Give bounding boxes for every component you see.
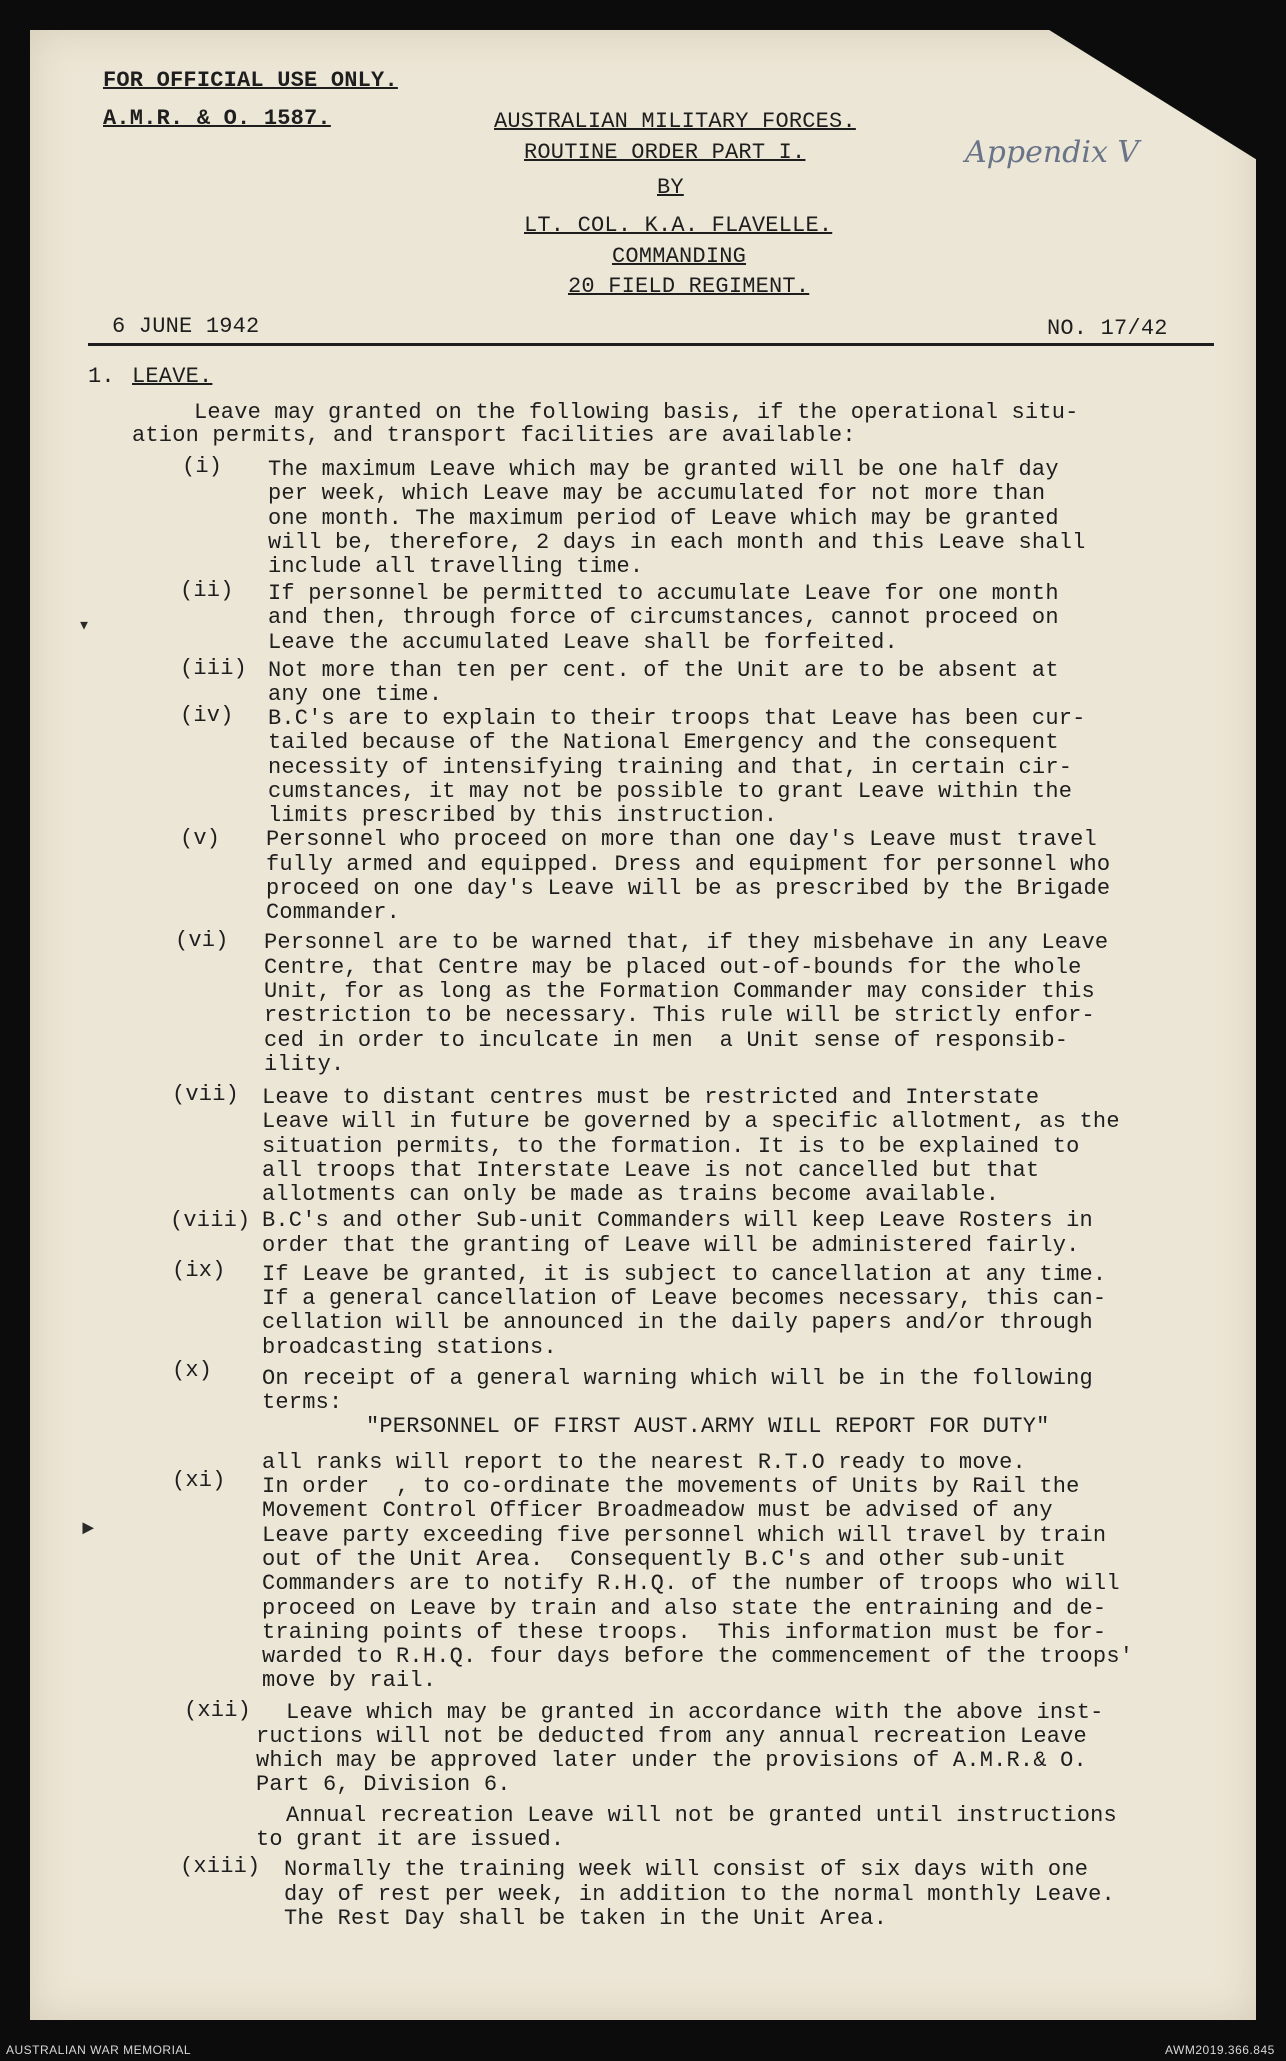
body-line: The Rest Day shall be taken in the Unit Area. bbox=[284, 1906, 888, 1931]
body-line: Unit, for as long as the Formation Commander may consider this bbox=[264, 979, 1095, 1004]
body-line: necessity of intensifying training and that, in certain cir- bbox=[268, 755, 1073, 780]
body-line: ility. bbox=[264, 1052, 345, 1077]
body-line: Leave which may be granted in accordance with the above inst- bbox=[286, 1700, 1104, 1725]
body-line: restriction to be necessary. This rule will be strictly enfor- bbox=[264, 1003, 1095, 1028]
body-line: all ranks will report to the nearest R.T.O ready to move. bbox=[262, 1450, 1026, 1475]
item-marker: (v) bbox=[180, 826, 221, 851]
body-line: ation permits, and transport facilities are available: bbox=[132, 423, 856, 448]
item-marker: (x) bbox=[172, 1358, 213, 1383]
header-rule bbox=[88, 343, 1214, 346]
commanding-label: COMMANDING bbox=[612, 244, 747, 269]
body-line: If a general cancellation of Leave becomes necessary, this can- bbox=[262, 1286, 1107, 1311]
body-line: Leave will in future be governed by a specific allotment, as the bbox=[262, 1109, 1120, 1134]
item-marker: (vi) bbox=[175, 928, 229, 953]
item-marker: (vii) bbox=[172, 1082, 240, 1107]
body-line: and then, through force of circumstances, cannot proceed on bbox=[268, 605, 1059, 630]
warning-quote: "PERSONNEL OF FIRST AUST.ARMY WILL REPORT FOR DUTY" bbox=[366, 1414, 1050, 1439]
body-line: any one time. bbox=[268, 682, 443, 707]
body-line: Leave may granted on the following basis, if the operational situ- bbox=[194, 400, 1079, 425]
body-line: to grant it are issued. bbox=[256, 1827, 565, 1852]
body-line: training points of these troops. This information must be for- bbox=[262, 1620, 1107, 1645]
body-line: cellation will be announced in the daily papers and/or through bbox=[262, 1310, 1093, 1335]
body-line: Centre, that Centre may be placed out-of-bounds for the whole bbox=[264, 955, 1082, 980]
footer-archive-name: AUSTRALIAN WAR MEMORIAL bbox=[6, 2043, 192, 2057]
item-marker: (xii) bbox=[184, 1698, 252, 1723]
body-line: proceed on Leave by train and also state the entraining and de- bbox=[262, 1596, 1107, 1621]
body-line: ructions will not be deducted from any annual recreation Leave bbox=[256, 1724, 1087, 1749]
item-marker: (i) bbox=[182, 454, 223, 479]
body-line: all troops that Interstate Leave is not cancelled but that bbox=[262, 1158, 1040, 1183]
body-line: terms: bbox=[262, 1390, 343, 1415]
item-marker: (ix) bbox=[172, 1258, 226, 1283]
body-line: Commander. bbox=[266, 900, 401, 925]
body-line: Movement Control Officer Broadmeadow must be advised of any bbox=[262, 1498, 1053, 1523]
body-line: Personnel who proceed on more than one day's Leave must travel bbox=[266, 827, 1097, 852]
routine-order-heading: ROUTINE ORDER PART I. bbox=[524, 140, 806, 165]
section-title: LEAVE. bbox=[132, 364, 213, 389]
body-line: move by rail. bbox=[262, 1668, 437, 1693]
body-line: If Leave be granted, it is subject to cancellation at any time. bbox=[262, 1262, 1107, 1287]
by-label: BY bbox=[657, 175, 684, 200]
body-line: Normally the training week will consist of six days with one bbox=[284, 1857, 1089, 1882]
footer-reference: AWM2019.366.845 bbox=[1165, 2043, 1275, 2057]
body-line: If personnel be permitted to accumulate Leave for one month bbox=[268, 581, 1059, 606]
body-line: proceed on one day's Leave will be as prescribed by the Brigade bbox=[266, 876, 1111, 901]
item-marker: (xi) bbox=[172, 1468, 226, 1493]
body-line: Leave party exceeding five personnel which will travel by train bbox=[262, 1523, 1107, 1548]
margin-mark: ► bbox=[82, 1518, 95, 1541]
order-date: 6 JUNE 1942 bbox=[112, 314, 260, 339]
body-line: include all travelling time. bbox=[268, 554, 644, 579]
body-line: broadcasting stations. bbox=[262, 1335, 557, 1360]
body-line: will be, therefore, 2 days in each month and this Leave shall bbox=[268, 530, 1086, 555]
body-line: Not more than ten per cent. of the Unit are to be absent at bbox=[268, 658, 1059, 683]
margin-mark: ▾ bbox=[78, 615, 91, 638]
item-marker: (ii) bbox=[180, 578, 234, 603]
amr-reference: A.M.R. & O. 1587. bbox=[103, 106, 331, 131]
body-line: Personnel are to be warned that, if they misbehave in any Leave bbox=[264, 930, 1109, 955]
official-use-label: FOR OFFICIAL USE ONLY. bbox=[103, 68, 398, 93]
item-marker: (iv) bbox=[180, 703, 234, 728]
forces-heading: AUSTRALIAN MILITARY FORCES. bbox=[494, 109, 856, 134]
body-line: Commanders are to notify R.H.Q. of the number of troops who will bbox=[262, 1571, 1120, 1596]
handwritten-annotation: Appendix V bbox=[965, 135, 1140, 170]
body-line: B.C's are to explain to their troops that Leave has been cur- bbox=[268, 706, 1086, 731]
item-marker: (iii) bbox=[180, 656, 248, 681]
body-line: ced in order to inculcate in men a Unit sense of responsib- bbox=[264, 1028, 1069, 1053]
body-line: limits prescribed by this instruction. bbox=[268, 803, 778, 828]
body-line: Part 6, Division 6. bbox=[256, 1772, 511, 1797]
body-line: In order , to co-ordinate the movements of Units by Rail the bbox=[262, 1474, 1080, 1499]
body-line: Annual recreation Leave will not be granted until instructions bbox=[286, 1803, 1117, 1828]
body-line: cumstances, it may not be possible to grant Leave within the bbox=[268, 779, 1073, 804]
body-line: which may be approved later under the provisions of A.M.R.& O. bbox=[256, 1748, 1087, 1773]
body-line: The maximum Leave which may be granted will be one half day bbox=[268, 457, 1059, 482]
body-line: one month. The maximum period of Leave which may be granted bbox=[268, 506, 1059, 531]
body-line: Leave the accumulated Leave shall be forfeited. bbox=[268, 630, 898, 655]
body-line: day of rest per week, in addition to the normal monthly Leave. bbox=[284, 1882, 1115, 1907]
body-line: Leave to distant centres must be restricted and Interstate bbox=[262, 1085, 1040, 1110]
body-line: allotments can only be made as trains become available. bbox=[262, 1182, 1000, 1207]
body-line: warded to R.H.Q. four days before the commencement of the troops' bbox=[262, 1644, 1134, 1669]
body-line: fully armed and equipped. Dress and equipment for personnel who bbox=[266, 852, 1111, 877]
body-line: B.C's and other Sub-unit Commanders will keep Leave Rosters in bbox=[262, 1208, 1093, 1233]
body-line: order that the granting of Leave will be administered fairly. bbox=[262, 1233, 1080, 1258]
item-marker: (viii) bbox=[170, 1208, 251, 1233]
body-line: tailed because of the National Emergency and the consequent bbox=[268, 730, 1059, 755]
body-line: situation permits, to the formation. It is to be explained to bbox=[262, 1134, 1080, 1159]
body-line: out of the Unit Area. Consequently B.C's and other sub-unit bbox=[262, 1547, 1067, 1572]
regiment-name: 20 FIELD REGIMENT. bbox=[568, 274, 810, 299]
item-marker: (xiii) bbox=[180, 1854, 261, 1879]
body-line: On receipt of a general warning which will be in the following bbox=[262, 1366, 1093, 1391]
section-number: 1. bbox=[88, 364, 115, 389]
colonel-name: LT. COL. K.A. FLAVELLE. bbox=[524, 213, 833, 238]
order-number: NO. 17/42 bbox=[1047, 316, 1168, 341]
body-line: per week, which Leave may be accumulated for not more than bbox=[268, 481, 1046, 506]
